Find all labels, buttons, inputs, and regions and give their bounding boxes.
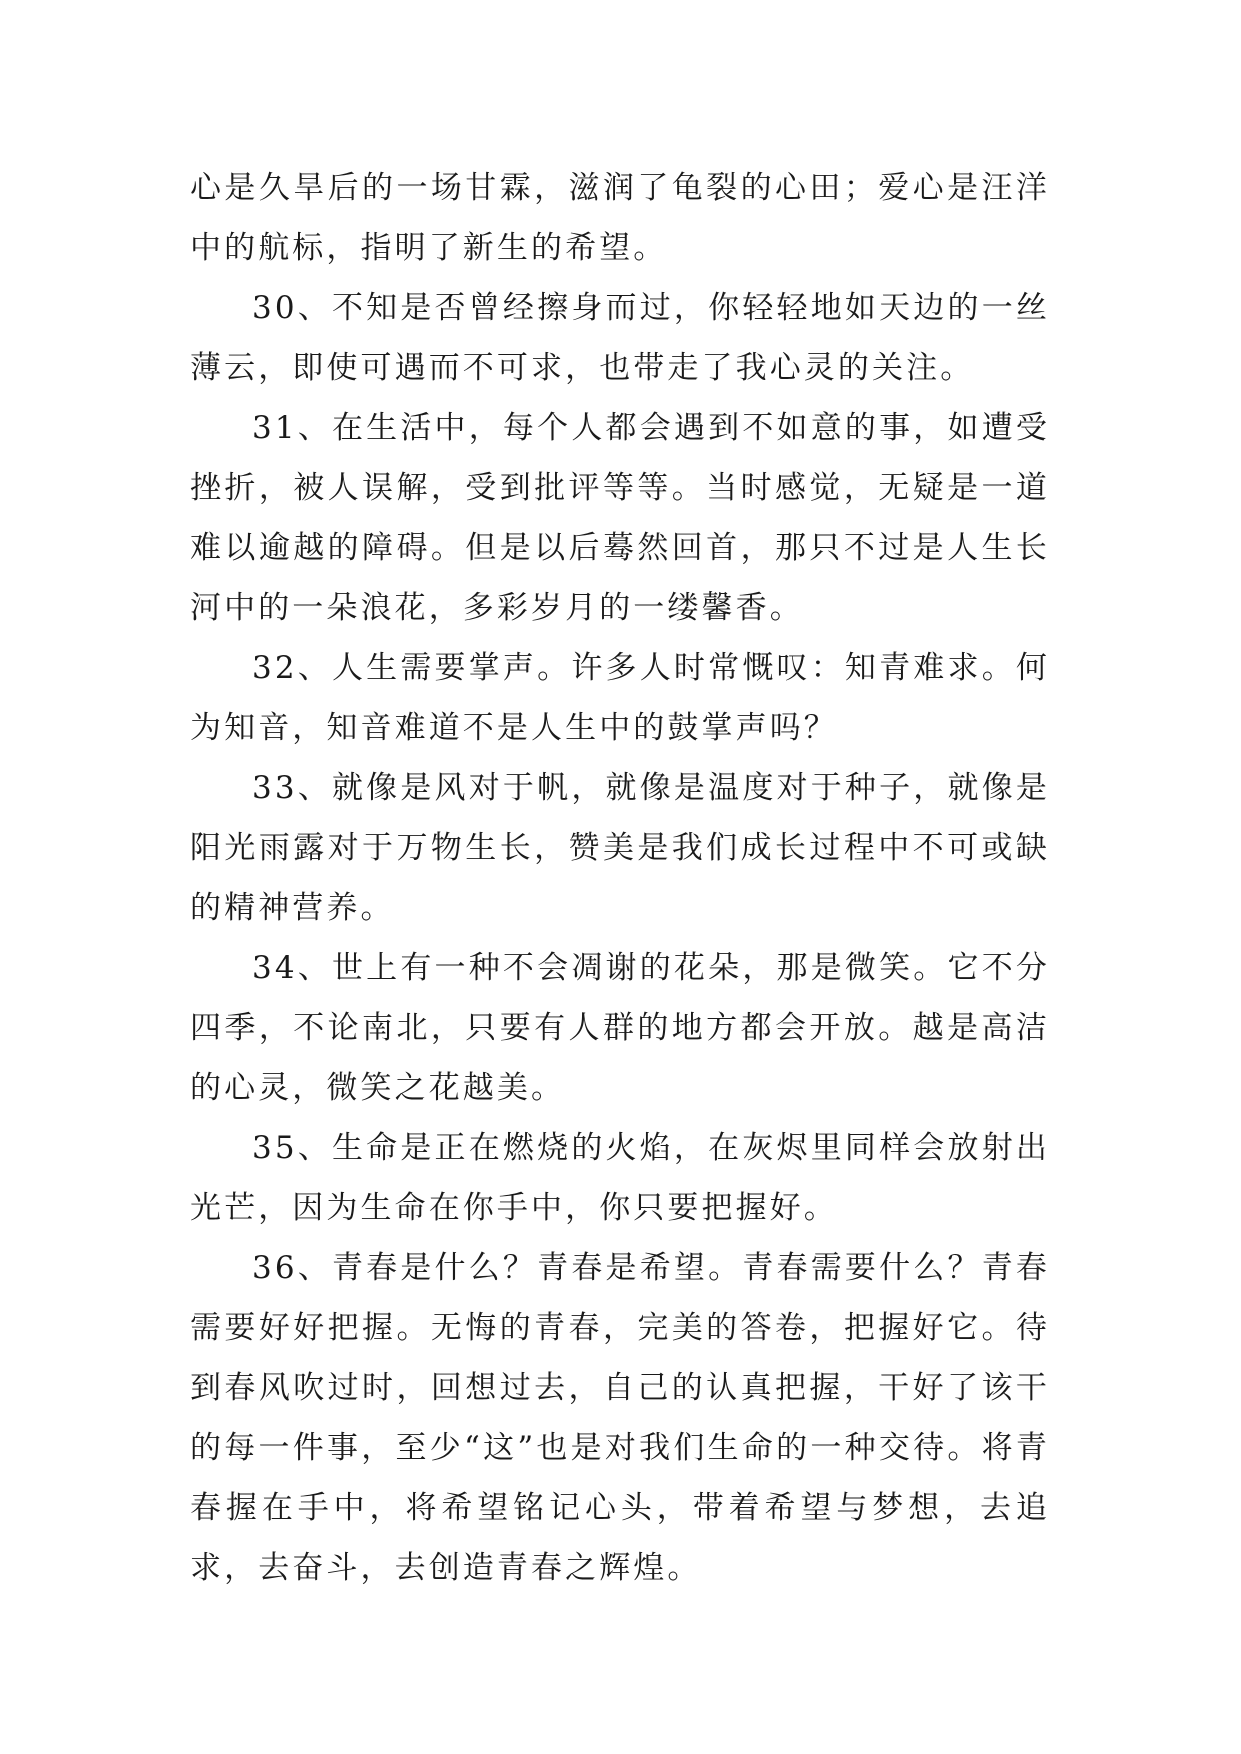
- paragraph-36: 36、青春是什么？青春是希望。青春需要什么？青春需要好好把握。无悔的青春，完美的答卷，把握好它。待到春风吹过时，回想过去，自己的认真把握，干好了该干的每一件事，至少“这”也是对我们生命的一种交待。将青春握在手中，将希望铭记心头，带着希望与梦想，去追求，去奋斗，去创造青春之辉煌。: [190, 1250, 1050, 1586]
- paragraph-32: 32、人生需要掌声。许多人时常慨叹：知青难求。何为知音，知音难道不是人生中的鼓掌声吗？: [190, 650, 1050, 746]
- paragraph-35: 35、生命是正在燃烧的火焰，在灰烬里同样会放射出光芒，因为生命在你手中，你只要把握好。: [190, 1130, 1050, 1226]
- paragraph-continuation: 心是久旱后的一场甘霖，滋润了龟裂的心田；爱心是汪洋中的航标，指明了新生的希望。: [190, 170, 1050, 266]
- document-body: [190, 158, 1050, 1598]
- paragraph-33: 33、就像是风对于帆，就像是温度对于种子，就像是阳光雨露对于万物生长，赞美是我们成长过程中不可或缺的精神营养。: [190, 770, 1050, 926]
- paragraph-31: 31、在生活中，每个人都会遇到不如意的事，如遭受挫折，被人误解，受到批评等等。当时感觉，无疑是一道难以逾越的障碍。但是以后蓦然回首，那只不过是人生长河中的一朵浪花，多彩岁月的一缕馨香。: [190, 410, 1050, 626]
- paragraph-30: 30、不知是否曾经擦身而过，你轻轻地如天边的一丝薄云，即使可遇而不可求，也带走了我心灵的关注。: [190, 290, 1050, 386]
- paragraph-34: 34、世上有一种不会凋谢的花朵，那是微笑。它不分四季，不论南北，只要有人群的地方都会开放。越是高洁的心灵，微笑之花越美。: [190, 950, 1050, 1106]
